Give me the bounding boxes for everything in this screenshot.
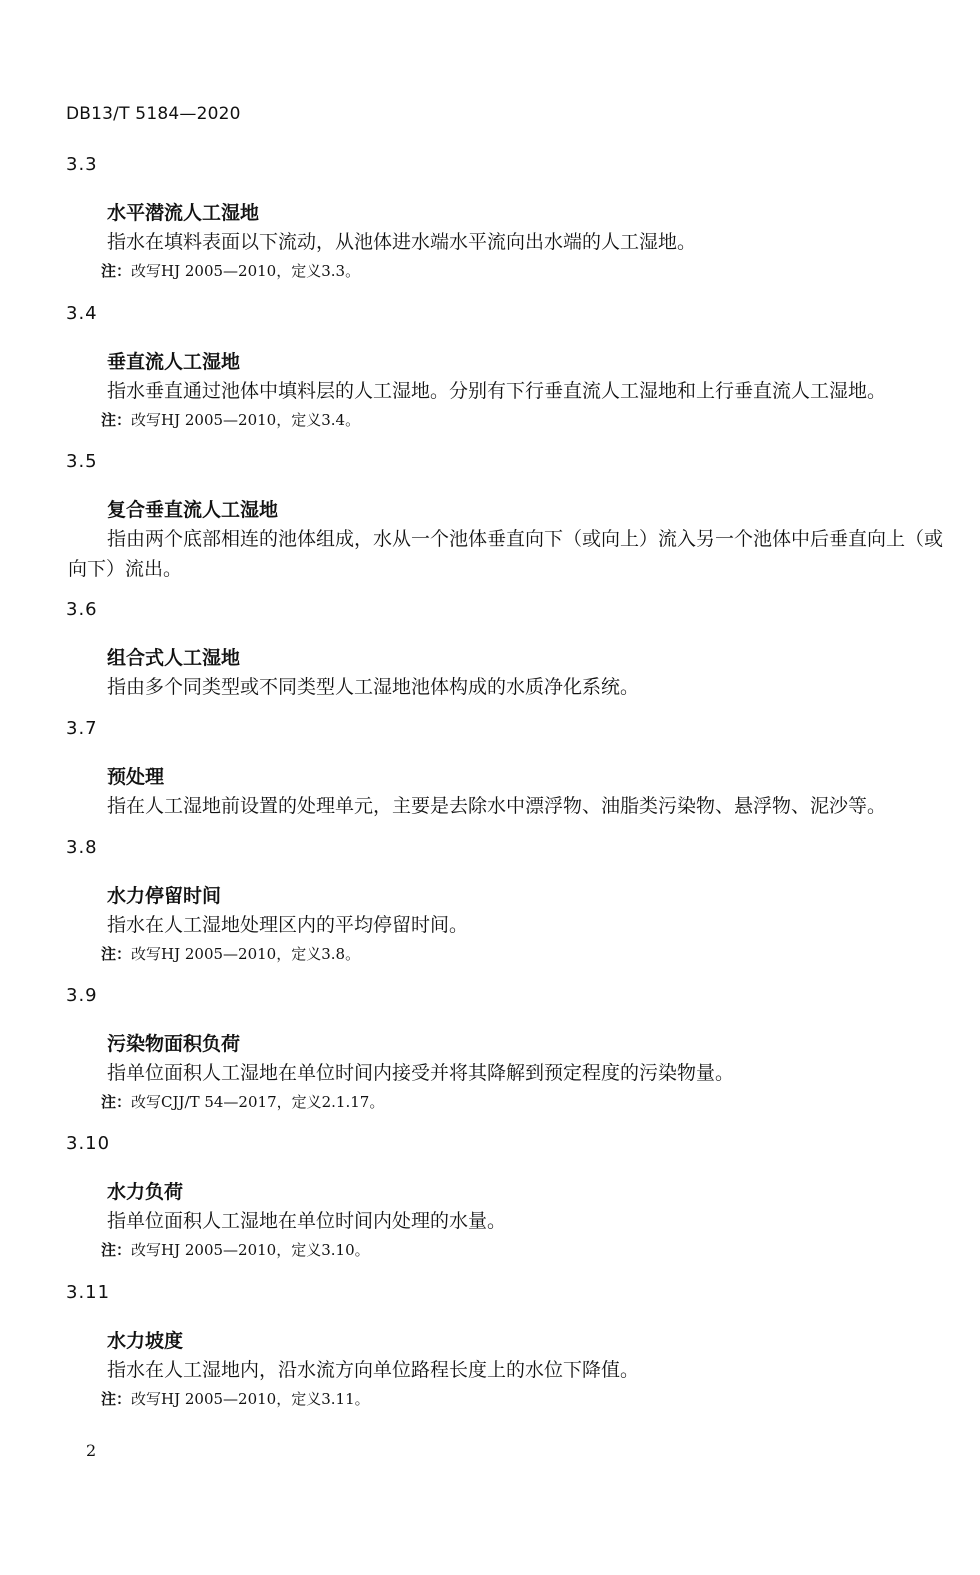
term-note	[101, 1388, 370, 1409]
standard-code-header: DB13/T 5184—2020	[66, 104, 241, 124]
term-definition: 指单位面积人工湿地在单位时间内处理的水量。	[107, 1210, 507, 1232]
term-definition: 指由多个同类型或不同类型人工湿地池体构成的水质净化系统。	[107, 676, 640, 698]
term-note	[101, 260, 360, 281]
clause-number: 3.10	[66, 1133, 111, 1154]
note-text: 改写HJ 2005—2010，定义3.3。	[131, 262, 361, 280]
term-title: 水力负荷	[107, 1181, 184, 1203]
term-title: 预处理	[107, 766, 165, 788]
note-label: 注：	[101, 411, 132, 429]
term-definition: 指单位面积人工湿地在单位时间内接受并将其降解到预定程度的污染物量。	[107, 1062, 735, 1084]
page-number: 2	[86, 1441, 97, 1460]
note-text: 改写CJJ/T 54—2017，定义2.1.17。	[131, 1093, 385, 1111]
clause-number: 3.7	[66, 718, 98, 739]
clause-number: 3.4	[66, 303, 98, 324]
term-definition: 指在人工湿地前设置的处理单元，主要是去除水中漂浮物、油脂类污染物、悬浮物、泥沙等。	[107, 795, 887, 817]
note-text: 改写HJ 2005—2010，定义3.11。	[131, 1390, 370, 1408]
clause-number: 3.9	[66, 985, 98, 1006]
term-definition: 指水垂直通过池体中填料层的人工湿地。分别有下行垂直流人工湿地和上行垂直流人工湿地。	[107, 380, 887, 402]
note-text: 改写HJ 2005—2010，定义3.8。	[131, 945, 361, 963]
note-text: 改写HJ 2005—2010，定义3.4。	[131, 411, 361, 429]
note-label: 注：	[101, 1093, 132, 1111]
clause-number: 3.11	[66, 1282, 111, 1303]
clause-number: 3.8	[66, 837, 98, 858]
term-definition: 指由两个底部相连的池体组成，水从一个池体垂直向下（或向上）流入另一个池体中后垂直向上（或向下）流出。	[68, 528, 944, 580]
term-definition: 指水在人工湿地处理区内的平均停留时间。	[107, 914, 469, 936]
term-title: 垂直流人工湿地	[107, 351, 241, 373]
term-note	[101, 1091, 384, 1112]
note-label: 注：	[101, 262, 132, 280]
term-title: 复合垂直流人工湿地	[107, 499, 279, 521]
note-text: 改写HJ 2005—2010，定义3.10。	[131, 1241, 370, 1259]
term-definition: 指水在填料表面以下流动，从池体进水端水平流向出水端的人工湿地。	[107, 231, 697, 253]
clause-number: 3.3	[66, 154, 98, 175]
term-note	[101, 943, 360, 964]
term-title: 组合式人工湿地	[107, 647, 241, 669]
term-title: 污染物面积负荷	[107, 1033, 241, 1055]
clause-number: 3.5	[66, 451, 98, 472]
term-title: 水平潜流人工湿地	[107, 202, 260, 224]
term-note	[101, 409, 360, 430]
note-label: 注：	[101, 945, 132, 963]
note-label: 注：	[101, 1390, 132, 1408]
term-title: 水力坡度	[107, 1330, 184, 1352]
term-note	[101, 1239, 370, 1260]
note-label: 注：	[101, 1241, 132, 1259]
clause-number: 3.6	[66, 599, 98, 620]
term-title: 水力停留时间	[107, 885, 222, 907]
term-definition: 指水在人工湿地内，沿水流方向单位路程长度上的水位下降值。	[107, 1359, 640, 1381]
